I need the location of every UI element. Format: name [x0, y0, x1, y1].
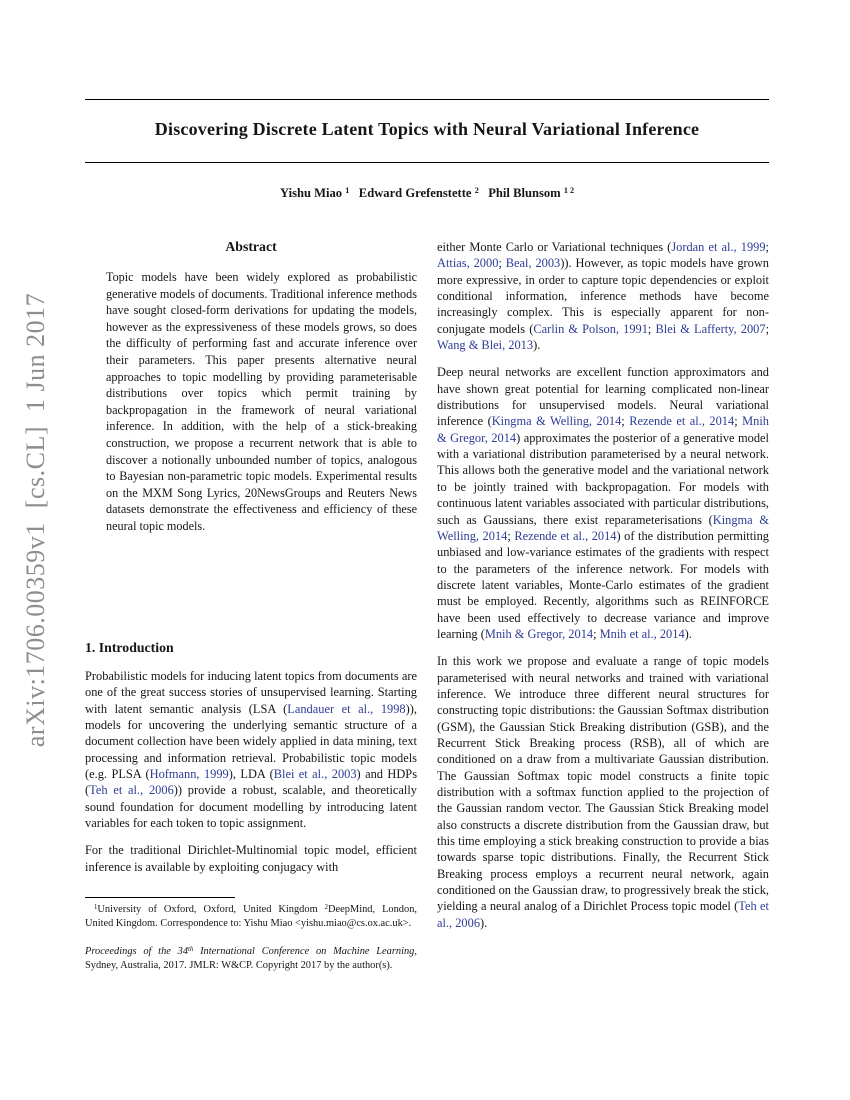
right-column — [437, 239, 769, 973]
text-segment: ; — [507, 528, 515, 543]
intro-paragraph-1 — [85, 668, 417, 831]
paper-title: Discovering Discrete Latent Topics with Neural Variational Inference — [154, 119, 700, 139]
text-segment: ; — [647, 321, 656, 336]
text-segment: )) provide a robust, scalable, and theoretically sound foundation for document modelling by introducing latent variables for each token to topic assignment. — [85, 783, 417, 831]
text-segment: 1 — [94, 903, 98, 911]
abstract-section — [85, 239, 417, 640]
text-segment: Probabilistic models for inducing latent topics from documents are one of the great success stories of unsupervised learning. Starting with latent semantic analysis (LSA ( — [85, 669, 417, 716]
citation-link[interactable]: Attias, 2000 — [437, 256, 499, 271]
text-segment: 1 — [345, 186, 350, 196]
text-segment: Yishu Miao — [279, 186, 346, 200]
body-paragraph-3 — [437, 653, 769, 931]
intro-paragraph-2 — [85, 842, 417, 875]
citation-link[interactable]: Jordan et al., 1999 — [671, 240, 766, 254]
left-column — [85, 239, 417, 973]
text-segment: ; — [498, 256, 506, 271]
citation-link[interactable]: Carlin & Polson, 1991 — [533, 321, 648, 336]
text-segment: DeepMind, London, United Kingdom. Correspondence to: Yishu Miao <yishu.miao@cs.ox.ac.uk>. — [85, 904, 417, 930]
paper-content — [85, 0, 769, 973]
header-rule-top — [85, 99, 769, 100]
text-segment: Topic models have been widely explored as probabilistic generative models of documents. Traditional inference methods have sought closed-form derivations for updating the models, however as the expressiveness of these models grows, so does the difficulty of performing fast and accurate inference over their parameters. This paper presents alternative neural approaches to topic modelling by providing parameterisable distributions over topics which permit training by backpropagation in the framework of neural variational inference. In addition, with the help of a stick-breaking construction, we propose a recurrent network that is able to discover a notionally unbounded number of topics, analogous to Bayesian non-parametric topic models. Experimental results on the MXM Song Lyrics, 20NewsGroups and Reuters News datasets demonstrate the effectiveness and efficiency of these neural topic models. — [106, 270, 417, 533]
text-segment: th — [188, 945, 194, 953]
author-line — [85, 185, 769, 203]
text-segment: either Monte Carlo or Variational techniques ( — [437, 240, 672, 254]
text-segment: For the traditional Dirichlet-Multinomial topic model, efficient inference is available by exploiting conjugacy with — [85, 843, 417, 874]
text-segment: ) of the distribution permitting unbiased and low-variance estimates of the gradients with respect to the parameters of the inference network. For models with discrete latent variables, Monte-Carlo estimates of the gradient must be employed. Recently, algorithms such as REINFORCE have been used effectively to decrease variance and improve learning ( — [437, 528, 769, 641]
citation-link[interactable]: Mnih et al., 2014 — [599, 626, 685, 641]
text-segment: Phil Blunsom — [478, 186, 564, 200]
text-segment: International Conference on Machine Learning — [193, 945, 415, 957]
citation-link[interactable]: Landauer et al., 1998 — [287, 701, 406, 716]
text-segment: ; — [621, 414, 630, 429]
introduction-section — [85, 640, 417, 897]
text-segment: Deep neural networks are excellent function approximators and have shown great potential for learning complicated non-linear distributions for unsupervised models. Neural variational inference ( — [437, 365, 769, 429]
footnote-rule — [85, 897, 235, 898]
affiliation-footnote — [85, 903, 417, 931]
text-segment: ). — [533, 338, 541, 353]
header-rule-bottom — [85, 162, 769, 163]
text-segment: )), models for uncovering the underlying semantic structure of a document collection have been widely applied in data mining, text processing and information retrieval. Probabilistic topic models (e.g. PLSA ( — [85, 701, 417, 782]
citation-link[interactable]: Beal, 2003 — [505, 256, 561, 271]
text-segment: ). — [684, 626, 692, 641]
text-segment: University of Oxford, Oxford, United Kingdom — [97, 904, 325, 915]
text-segment: Proceedings of the 34 — [85, 945, 189, 957]
text-segment: ) approximates the posterior of a generative model with a variational distribution parameterised by a neural network. This allows both the generative model and the variational network to be jointly trained with backpropagation. For models with continuous latent variables associated with particular distributions, such as Gaussians, there exist reparameterisations ( — [437, 430, 769, 527]
text-segment: ; — [593, 626, 600, 641]
citation-link[interactable]: Mnih & Gregor, 2014 — [437, 414, 769, 445]
text-segment: ; — [765, 321, 770, 336]
abstract-heading: Abstract — [225, 239, 277, 254]
proceedings-note — [85, 945, 417, 973]
text-segment: ), LDA ( — [228, 767, 274, 782]
text-segment: ) and HDPs ( — [85, 767, 418, 798]
text-segment: 2 — [324, 903, 329, 911]
text-segment: )). However, as topic models have grown more expressive, in order to capture topic dependencies or exploit conditional information, inference methods have become increasingly complex. This is especially apparent for non-conjugate models ( — [437, 256, 770, 336]
body-paragraph-1 — [437, 239, 769, 353]
citation-link[interactable]: Hofmann, 1999 — [149, 767, 229, 782]
text-segment: In this work we propose and evaluate a range of topic models parameterised with neural networks and trained with variational inference. We introduce three different neural structures for constructing topic distributions: the Gaussian Softmax distribution (GSM), the Gaussian Stick Breaking distribution (GSB), and the Recurrent Stick Breaking process (RSB), all of which are conditioned on a draw from a multivariate Gaussian distribution. The Gaussian Softmax topic model constructs a finite topic distribution with a softmax function applied to the projection of the Gaussian random vector. The Gaussian Stick Breaking model also constructs a discrete distribution from the Gaussian draw, but this time employing a stick breaking construction to provide a bias towards sparse topic distributions. Finally, the Recurrent Stick Breaking process employs a recurrent neural network, again conditioned on the Gaussian draw, to progressively break the stick, yielding a neural analog of a Dirichlet Process topic model ( — [437, 654, 769, 914]
citation-link[interactable]: Kingma & Welling, 2014 — [437, 512, 770, 543]
arxiv-watermark: arXiv:1706.00359v1 [cs.CL] 1 Jun 2017 — [21, 292, 50, 748]
citation-link[interactable]: Blei & Lafferty, 2007 — [655, 321, 766, 336]
citation-link[interactable]: Rezende et al., 2014 — [629, 414, 735, 429]
text-segment: 2 — [474, 186, 479, 196]
abstract-text — [106, 269, 417, 535]
text-segment: ). — [480, 915, 488, 930]
citation-link[interactable]: Teh et al., 2006 — [437, 899, 769, 930]
text-segment: 1 2 — [563, 186, 575, 196]
citation-link[interactable]: Teh et al., 2006 — [89, 783, 174, 798]
citation-link[interactable]: Kingma & Welling, 2014 — [491, 414, 622, 429]
two-column-body — [85, 239, 769, 973]
text-segment: ; — [765, 240, 769, 254]
citation-link[interactable]: Rezende et al., 2014 — [514, 528, 617, 543]
text-segment: Edward Grefenstette — [349, 186, 475, 200]
citation-link[interactable]: Wang & Blei, 2013 — [437, 338, 534, 353]
text-segment: ; — [734, 414, 743, 429]
text-segment: , Sydney, Australia, 2017. JMLR: W&CP. Copyright 2017 by the author(s). — [85, 945, 417, 972]
body-paragraph-2 — [437, 364, 769, 642]
citation-link[interactable]: Blei et al., 2003 — [273, 767, 357, 782]
section-heading-introduction: 1. Introduction — [85, 640, 174, 655]
citation-link[interactable]: Mnih & Gregor, 2014 — [484, 626, 594, 641]
